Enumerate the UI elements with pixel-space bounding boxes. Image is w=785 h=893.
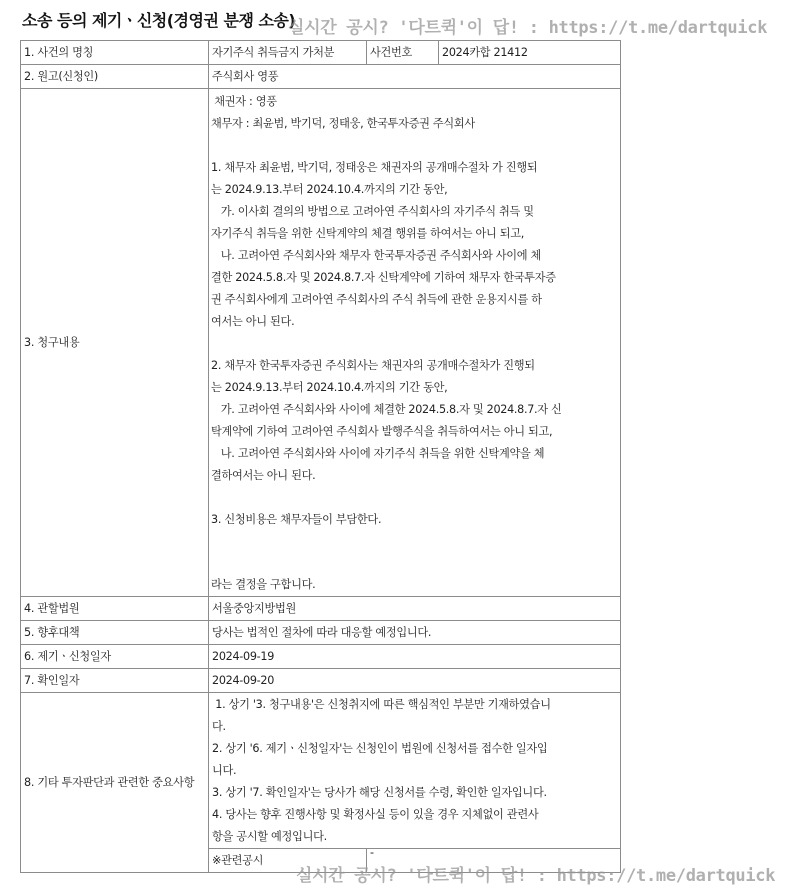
text-line: 니다. [212, 764, 237, 778]
confirm-date-value: 2024-09-20 [209, 669, 621, 693]
watermark-bottom: 실시간 공시? '다트퀵'이 답! : https://t.me/dartquick [296, 866, 776, 886]
text-line: 권 주식회사에게 고려아연 주식회사의 주식 취득에 관한 운용지시를 하 [211, 292, 542, 306]
plaintiff-value: 주식회사 영풍 [209, 65, 621, 89]
table-row [21, 645, 621, 669]
plaintiff-label: 2. 원고(신청인) [21, 65, 209, 89]
text-line: 는 2024.9.13.부터 2024.10.4.까지의 기간 동안, [211, 182, 448, 196]
plan-value: 당사는 법적인 절차에 따라 대응할 예정입니다. [209, 621, 621, 645]
text-line: 1. 상기 '3. 청구내용'은 신청취지에 따른 핵심적인 부분만 기재하였습니 [212, 698, 551, 712]
page-title: 소송 등의 제기ㆍ신청(경영권 분쟁 소송) [22, 11, 296, 30]
text-line: 가. 고려아연 주식회사와 사이에 체결한 2024.5.8.자 및 2024.8.7.자 신 [211, 402, 562, 416]
filing-date-value: 2024-09-19 [209, 645, 621, 669]
other-content [209, 693, 621, 849]
text-line: 4. 당사는 향후 진행사항 및 확정사실 등이 있을 경우 지체없이 관련사 [212, 808, 539, 822]
text-line: 다. [212, 720, 226, 734]
text-line: 항을 공시할 예정입니다. [212, 830, 327, 844]
case-number-label: 사건번호 [367, 41, 439, 65]
case-name-value: 자기주식 취득금지 가처분 [209, 41, 367, 65]
disclosure-table [20, 40, 621, 873]
claims-content [209, 89, 621, 597]
claims-label: 3. 청구내용 [21, 89, 209, 597]
table-row [21, 65, 621, 89]
text-line: 3. 신청비용은 채무자들이 부담한다. [211, 512, 382, 526]
text-line: 자기주식 취득을 위한 신탁계약의 체결 행위를 하여서는 아니 되고, [211, 226, 524, 240]
text-line: 가. 이사회 결의의 방법으로 고려아연 주식회사의 자기주식 취득 및 [211, 204, 534, 218]
text-line: 채무자 : 최윤범, 박기덕, 정태웅, 한국투자증권 주식회사 [211, 117, 475, 130]
text-line: 채권자 : 영풍 [211, 95, 277, 108]
related-disclosure-value: - [367, 849, 621, 873]
text-line: 나. 고려아연 주식회사와 채무자 한국투자증권 주식회사와 사이에 체 [211, 248, 542, 262]
text-line: 결한 2024.5.8.자 및 2024.8.7.자 신탁계약에 기하여 채무자 한국투자증 [211, 270, 556, 284]
text-line [211, 333, 618, 355]
text-line: 여서는 아니 된다. [211, 314, 295, 328]
court-value: 서울중앙지방법원 [209, 597, 621, 621]
table-row [21, 597, 621, 621]
text-line: 탁계약에 기하여 고려아연 주식회사 발행주식을 취득하여서는 아니 되고, [211, 424, 553, 438]
case-number-value: 2024카합 21412 [439, 41, 621, 65]
text-line: 2. 상기 '6. 제기ㆍ신청일자'는 신청인이 법원에 신청서를 접수한 일자입 [212, 742, 548, 756]
text-line [211, 553, 618, 575]
watermark-top: 실시간 공시? '다트퀵'이 답! : https://t.me/dartquick [288, 18, 768, 38]
text-line [211, 135, 618, 157]
text-line [211, 487, 618, 509]
confirm-date-label: 7. 확인일자 [21, 669, 209, 693]
case-name-label: 1. 사건의 명칭 [21, 41, 209, 65]
text-line: 는 2024.9.13.부터 2024.10.4.까지의 기간 동안, [211, 380, 448, 394]
court-label: 4. 관할법원 [21, 597, 209, 621]
table-row [21, 669, 621, 693]
text-line: 2. 채무자 한국투자증권 주식회사는 채권자의 공개매수절차가 진행되 [211, 358, 535, 372]
other-label: 8. 기타 투자판단과 관련한 중요사항 [21, 693, 209, 873]
table-row [21, 621, 621, 645]
text-line [211, 531, 618, 553]
text-line: 나. 고려아연 주식회사와 사이에 자기주식 취득을 위한 신탁계약을 체 [211, 446, 545, 460]
text-line: 3. 상기 '7. 확인일자'는 당사가 해당 신청서를 수령, 확인한 일자입니다. [212, 786, 547, 800]
plan-label: 5. 향후대책 [21, 621, 209, 645]
text-line: 라는 결정을 구합니다. [211, 578, 316, 592]
table-row [21, 41, 621, 65]
filing-date-label: 6. 제기ㆍ신청일자 [21, 645, 209, 669]
related-disclosure-label: ※관련공시 [209, 849, 367, 873]
text-line: 1. 채무자 최윤범, 박기덕, 정태웅은 채권자의 공개매수절차 가 진행되 [211, 160, 538, 174]
table-row [21, 89, 621, 597]
table-row [21, 693, 621, 849]
text-line: 결하여서는 아니 된다. [211, 468, 316, 482]
